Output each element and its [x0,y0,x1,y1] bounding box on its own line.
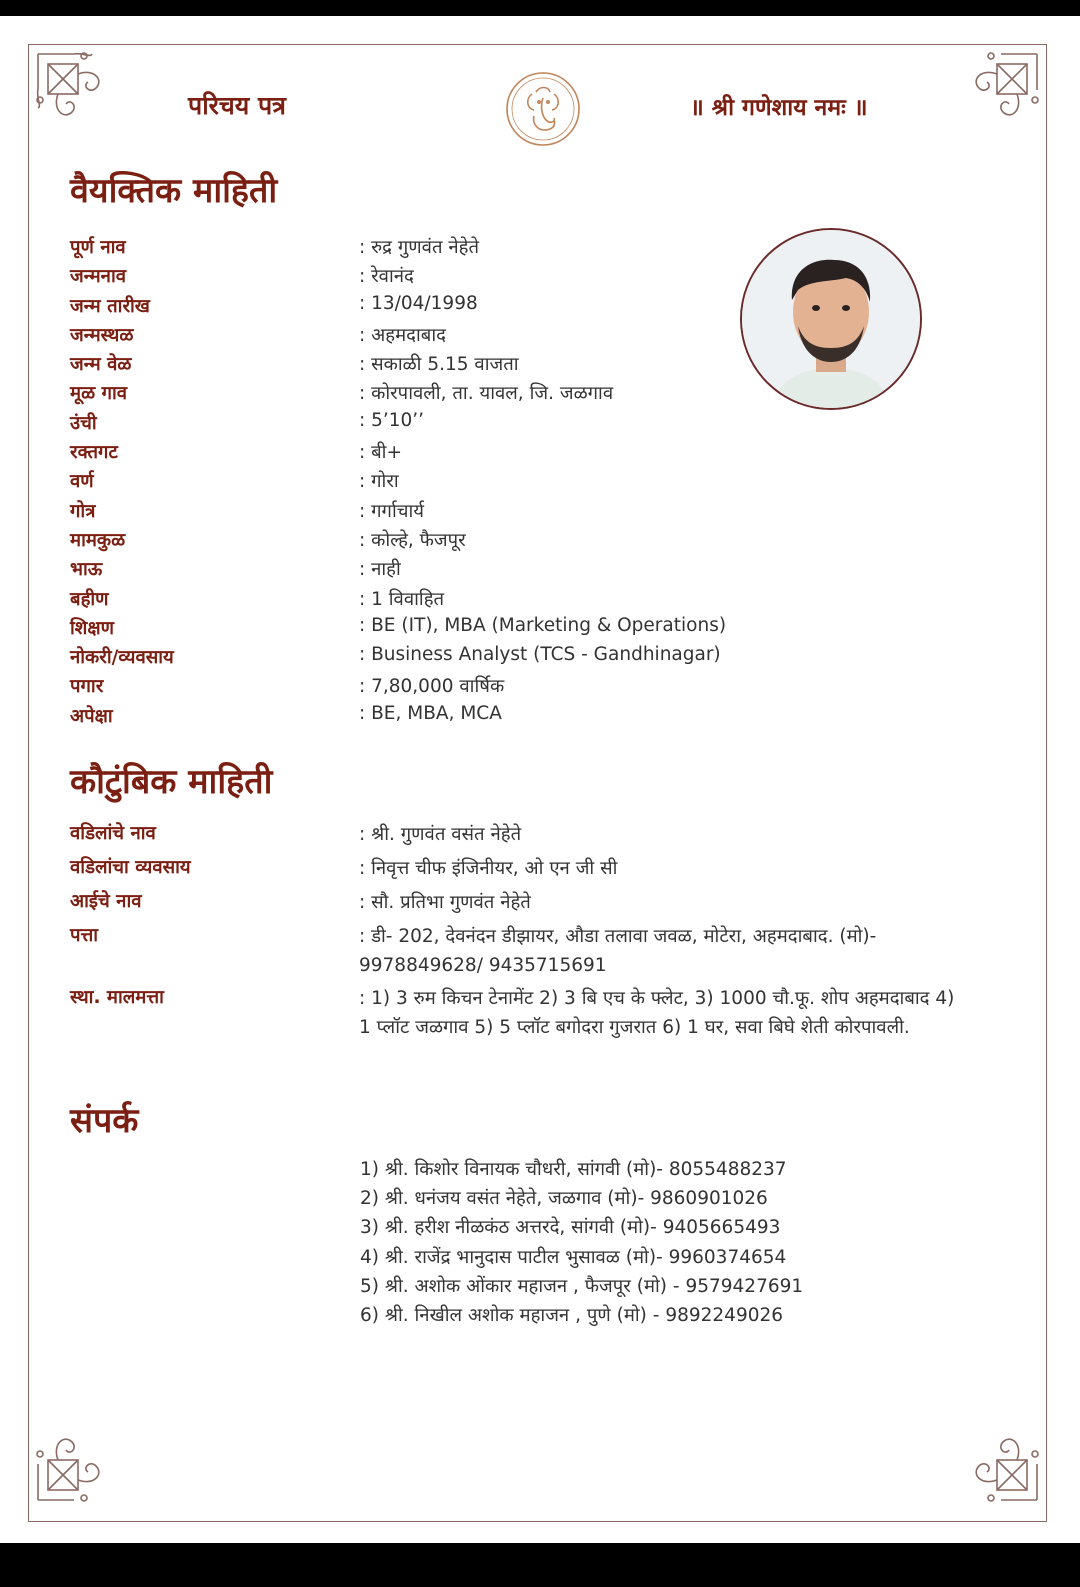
detail-value: : 7,80,000 वार्षिक [359,676,505,698]
detail-value: : BE (IT), MBA (Marketing & Operations) [359,614,727,636]
detail-value: : अहमदाबाद [359,324,446,346]
detail-label: शिक्षण [70,617,115,639]
detail-row [70,527,970,556]
family-label: वडिलांचे नाव [70,823,156,844]
detail-row [70,615,970,644]
contact-item: 1) श्री. किशोर विनायक चौधरी, सांगवी (मो)- 8055488237 [360,1159,787,1180]
detail-value: : 5’10’’ [359,409,425,431]
detail-value: : सकाळी 5.15 वाजता [359,354,519,376]
detail-value: : 1 विवाहित [359,588,445,610]
contact-heading: संपर्क [70,1101,139,1141]
detail-label: जन्मस्थळ [70,324,134,346]
family-value: : डी- 202, देवनंदन डीझायर, औडा तलावा जवळ, मोटेरा, अहमदाबाद. (मो)- 9978849628/ 9435715691 [359,926,877,976]
detail-value: : नाही [359,559,401,581]
detail-value: : रेवानंद [359,266,414,288]
detail-value: : कोरपावली, ता. यावल, जि. जळगाव [359,383,614,405]
contact-item: 3) श्री. हरीश नीळकंठ अत्तरदे, सांगवी (मो)- 9405665493 [360,1217,781,1239]
detail-label: अपेक्षा [70,705,113,727]
ganesha-icon [504,70,582,148]
detail-row [70,673,970,702]
detail-value: : BE, MBA, MCA [359,702,502,724]
detail-label: भाऊ [70,559,103,581]
family-value: : निवृत्त चीफ इंजिनीयर, ओ एन जी सी [359,858,618,879]
detail-value: : Business Analyst (TCS - Gandhinagar) [359,644,721,666]
family-row [70,854,970,883]
ornamental-corner-icon [34,50,110,126]
family-heading: कौटुंबिक माहिती [70,762,273,802]
detail-row [70,703,970,732]
detail-label: वर्ण [70,471,94,493]
family-label: वडिलांचा व्यवसाय [70,857,191,878]
detail-label: उंची [70,412,97,434]
family-value: : श्री. गुणवंत वसंत नेहेते [359,824,522,845]
detail-label: मामकुळ [70,529,126,551]
family-value: : सौ. प्रतिभा गुणवंत नेहेते [359,892,531,913]
detail-value: : रुद्र गुणवंत नेहेते [359,237,480,258]
ornamental-corner-icon [34,1428,110,1504]
personal-heading: वैयक्तिक माहिती [70,171,278,211]
detail-row [70,468,970,497]
detail-row [70,498,970,527]
detail-value: : 13/04/1998 [359,292,478,314]
detail-value: : बी+ [359,442,402,464]
detail-row [70,586,970,615]
contact-list [360,1156,803,1331]
family-label: पत्ता [70,925,99,946]
family-row [70,888,970,917]
detail-label: गोत्र [70,500,96,522]
biodata-page [0,16,1080,1543]
detail-label: रक्तगट [70,442,118,464]
detail-row [70,410,970,439]
detail-row [70,556,970,585]
detail-label: जन्म तारीख [70,295,150,317]
detail-value: : गोरा [359,471,399,493]
family-details [70,820,970,1042]
detail-label: जन्म वेळ [70,354,132,376]
family-value: : 1) 3 रुम किचन टेनामेंट 2) 3 बि एच के फ्लेट, 3) 1000 चौ.फू. शोप अहमदाबाद 4) 1 प्लॉट जळगाव 5) 5 प्लॉट बगोदरा गुजरात 6) 1 घर, सवा बिघे शेती कोरपावली. [359,988,955,1038]
family-label: स्था. मालमत्ता [70,987,164,1008]
contact-item: 6) श्री. निखील अशोक महाजन , पुणे (मो) - 9892249026 [360,1304,784,1326]
detail-value: : कोल्हे, फैजपूर [359,529,466,551]
ornamental-corner-icon [965,50,1041,126]
family-row [70,984,970,1042]
contact-item: 4) श्री. राजेंद्र भानुदास पाटील भुसावळ (मो)- 9960374654 [360,1246,787,1268]
detail-label: मूळ गाव [70,383,128,405]
detail-label: जन्मनाव [70,266,127,288]
family-row [70,922,970,980]
profile-photo [740,228,922,410]
detail-value: : गर्गाचार्य [359,500,425,522]
detail-label: नोकरी/व्यवसाय [70,647,174,669]
detail-row [70,644,970,673]
detail-label: पगार [70,676,104,698]
ornamental-corner-icon [965,1428,1041,1504]
header-right-title: ॥ श्री गणेशाय नमः ॥ [690,95,868,121]
family-row [70,820,970,849]
header-left-title: परिचय पत्र [188,91,286,120]
contact-item: 5) श्री. अशोक ओंकार महाजन , फैजपूर (मो) - 9579427691 [360,1275,804,1297]
detail-row [70,439,970,468]
contact-item: 2) श्री. धनंजय वसंत नेहेते, जळगाव (मो)- 9860901026 [360,1188,768,1210]
detail-label: बहीण [70,588,109,610]
family-label: आईचे नाव [70,891,142,912]
detail-label: पूर्ण नाव [70,237,126,258]
